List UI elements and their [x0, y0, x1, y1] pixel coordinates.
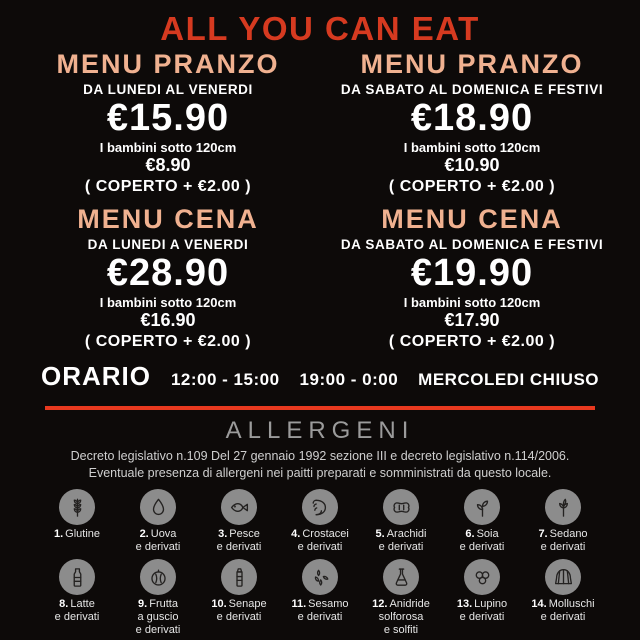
fish-icon: [221, 489, 257, 525]
orario-hours-dinner: 19:00 - 0:00: [299, 370, 399, 390]
cover-charge: ( COPERTO + €2.00 ): [84, 333, 252, 351]
red-divider: [45, 406, 595, 410]
cover-charge: ( COPERTO + €2.00 ): [388, 333, 556, 351]
menu-block-cena-weekday: [16, 206, 320, 351]
legal-line-2: Eventuale presenza di allergeni nei paitti preparati e somministrati da questo locale.: [88, 465, 552, 480]
allergen-row-2: [0, 559, 640, 637]
allergen-sublabel: e derivati: [540, 611, 586, 624]
menu-title: MENU PRANZO: [56, 49, 280, 79]
allergen-item-6: [445, 489, 519, 554]
allergen-item-7: [526, 489, 600, 554]
allergen-item-13: [445, 559, 519, 624]
allergen-item-10: [202, 559, 276, 624]
allergen-label: 1. Glutine: [53, 528, 101, 541]
cover-charge: ( COPERTO + €2.00 ): [84, 177, 252, 195]
allergen-item-4: [283, 489, 357, 554]
allergen-sublabel: e derivati: [216, 541, 262, 554]
menu-block-cena-weekend: [320, 206, 624, 351]
orario-row: [0, 363, 640, 390]
allergen-label: 9. Frutta: [138, 598, 178, 611]
soy-icon: [464, 489, 500, 525]
menu-title: MENU PRANZO: [360, 49, 584, 79]
kids-label: I bambini sotto 120cm: [99, 295, 237, 311]
allergen-label: 5. Arachidi: [375, 528, 427, 541]
allergen-item-8: [40, 559, 114, 624]
allergen-sublabel: a guscio: [137, 611, 179, 624]
allergens-heading: ALLERGENI: [225, 417, 415, 445]
kids-price: €17.90: [444, 310, 500, 331]
allergen-label: 11. Sesamo: [291, 598, 349, 611]
kids-label: I bambini sotto 120cm: [403, 295, 541, 311]
mustard-bottle-icon: [221, 559, 257, 595]
menu-title: MENU CENA: [381, 204, 563, 235]
sesame-icon: [302, 559, 338, 595]
wheat-icon: [59, 489, 95, 525]
allergen-label: 7. Sedano: [538, 528, 588, 541]
allergen-label: 10. Senape: [211, 598, 267, 611]
orario-hours-lunch: 12:00 - 15:00: [170, 370, 280, 390]
cover-charge: ( COPERTO + €2.00 ): [388, 177, 556, 195]
lupin-icon: [464, 559, 500, 595]
menu-price: €18.90: [410, 97, 534, 140]
menu-subtitle: DA LUNEDI AL VENERDI: [83, 82, 253, 97]
allergen-sublabel: solforosa: [378, 611, 424, 624]
allergens-section: [0, 419, 640, 637]
allergen-sublabel: e derivati: [297, 541, 343, 554]
menu-price: €28.90: [106, 252, 230, 295]
allergen-item-1: [40, 489, 114, 541]
allergen-sublabel: e derivati: [216, 611, 262, 624]
kids-label: I bambini sotto 120cm: [99, 140, 237, 156]
allergen-label: 4. Crostacei: [291, 528, 349, 541]
menu-title: MENU CENA: [77, 204, 259, 235]
allergen-row-1: [0, 489, 640, 554]
menu-block-pranzo-weekday: [16, 51, 320, 196]
allergen-label: 12. Anidride: [372, 598, 430, 611]
allergen-item-9: [121, 559, 195, 637]
allergen-label: 2. Uova: [139, 528, 177, 541]
allergen-item-12: [364, 559, 438, 637]
menu-subtitle: DA SABATO AL DOMENICA E FESTIVI: [340, 82, 604, 97]
menu-block-pranzo-weekend: [320, 51, 624, 196]
allergen-sublabel: e solfiti: [383, 624, 419, 637]
egg-icon: [140, 489, 176, 525]
shell-icon: [545, 559, 581, 595]
allergen-item-5: [364, 489, 438, 554]
kids-price: €16.90: [140, 310, 196, 331]
celery-icon: [545, 489, 581, 525]
allergen-label: 3. Pesce: [218, 528, 260, 541]
nut-icon: [140, 559, 176, 595]
allergen-sublabel: e derivati: [459, 541, 505, 554]
allergen-sublabel: e derivati: [378, 541, 424, 554]
milk-bottle-icon: [59, 559, 95, 595]
allergen-item-11: [283, 559, 357, 624]
allergen-sublabel: e derivati: [135, 541, 181, 554]
menu-grid: [16, 51, 624, 351]
kids-price: €10.90: [444, 155, 500, 176]
kids-price: €8.90: [145, 155, 191, 176]
menu-price: €15.90: [106, 97, 230, 140]
allergen-label: 8. Latte: [59, 598, 95, 611]
menu-price: €19.90: [410, 252, 534, 295]
allergen-item-2: [121, 489, 195, 554]
kids-label: I bambini sotto 120cm: [403, 140, 541, 156]
allergen-label: 6. Soia: [465, 528, 499, 541]
crustacean-icon: [302, 489, 338, 525]
allergens-legal-text: [40, 448, 600, 481]
allergen-label: 14. Molluschi: [531, 598, 595, 611]
orario-label: ORARIO: [40, 361, 151, 392]
allergen-sublabel: e derivati: [297, 611, 343, 624]
allergen-sublabel: e derivati: [54, 611, 100, 624]
orario-closed-day: MERCOLEDI CHIUSO: [418, 370, 600, 390]
menu-subtitle: DA SABATO AL DOMENICA E FESTIVI: [340, 237, 604, 253]
page-title: ALL YOU CAN EAT: [160, 10, 480, 47]
allergen-sublabel: e derivati: [135, 624, 181, 637]
flask-icon: [383, 559, 419, 595]
peanut-icon: [383, 489, 419, 525]
allergen-sublabel: e derivati: [540, 541, 586, 554]
menu-subtitle: DA LUNEDI A VENERDI: [87, 237, 249, 253]
allergen-label: 13. Lupino: [456, 598, 508, 611]
allergen-item-3: [202, 489, 276, 554]
legal-line-1: Decreto legislativo n.109 Del 27 gennaio 1992 sezione III e decreto legislativo n.114/2006.: [70, 449, 570, 464]
allergen-item-14: [526, 559, 600, 624]
allergen-sublabel: e derivati: [459, 611, 505, 624]
